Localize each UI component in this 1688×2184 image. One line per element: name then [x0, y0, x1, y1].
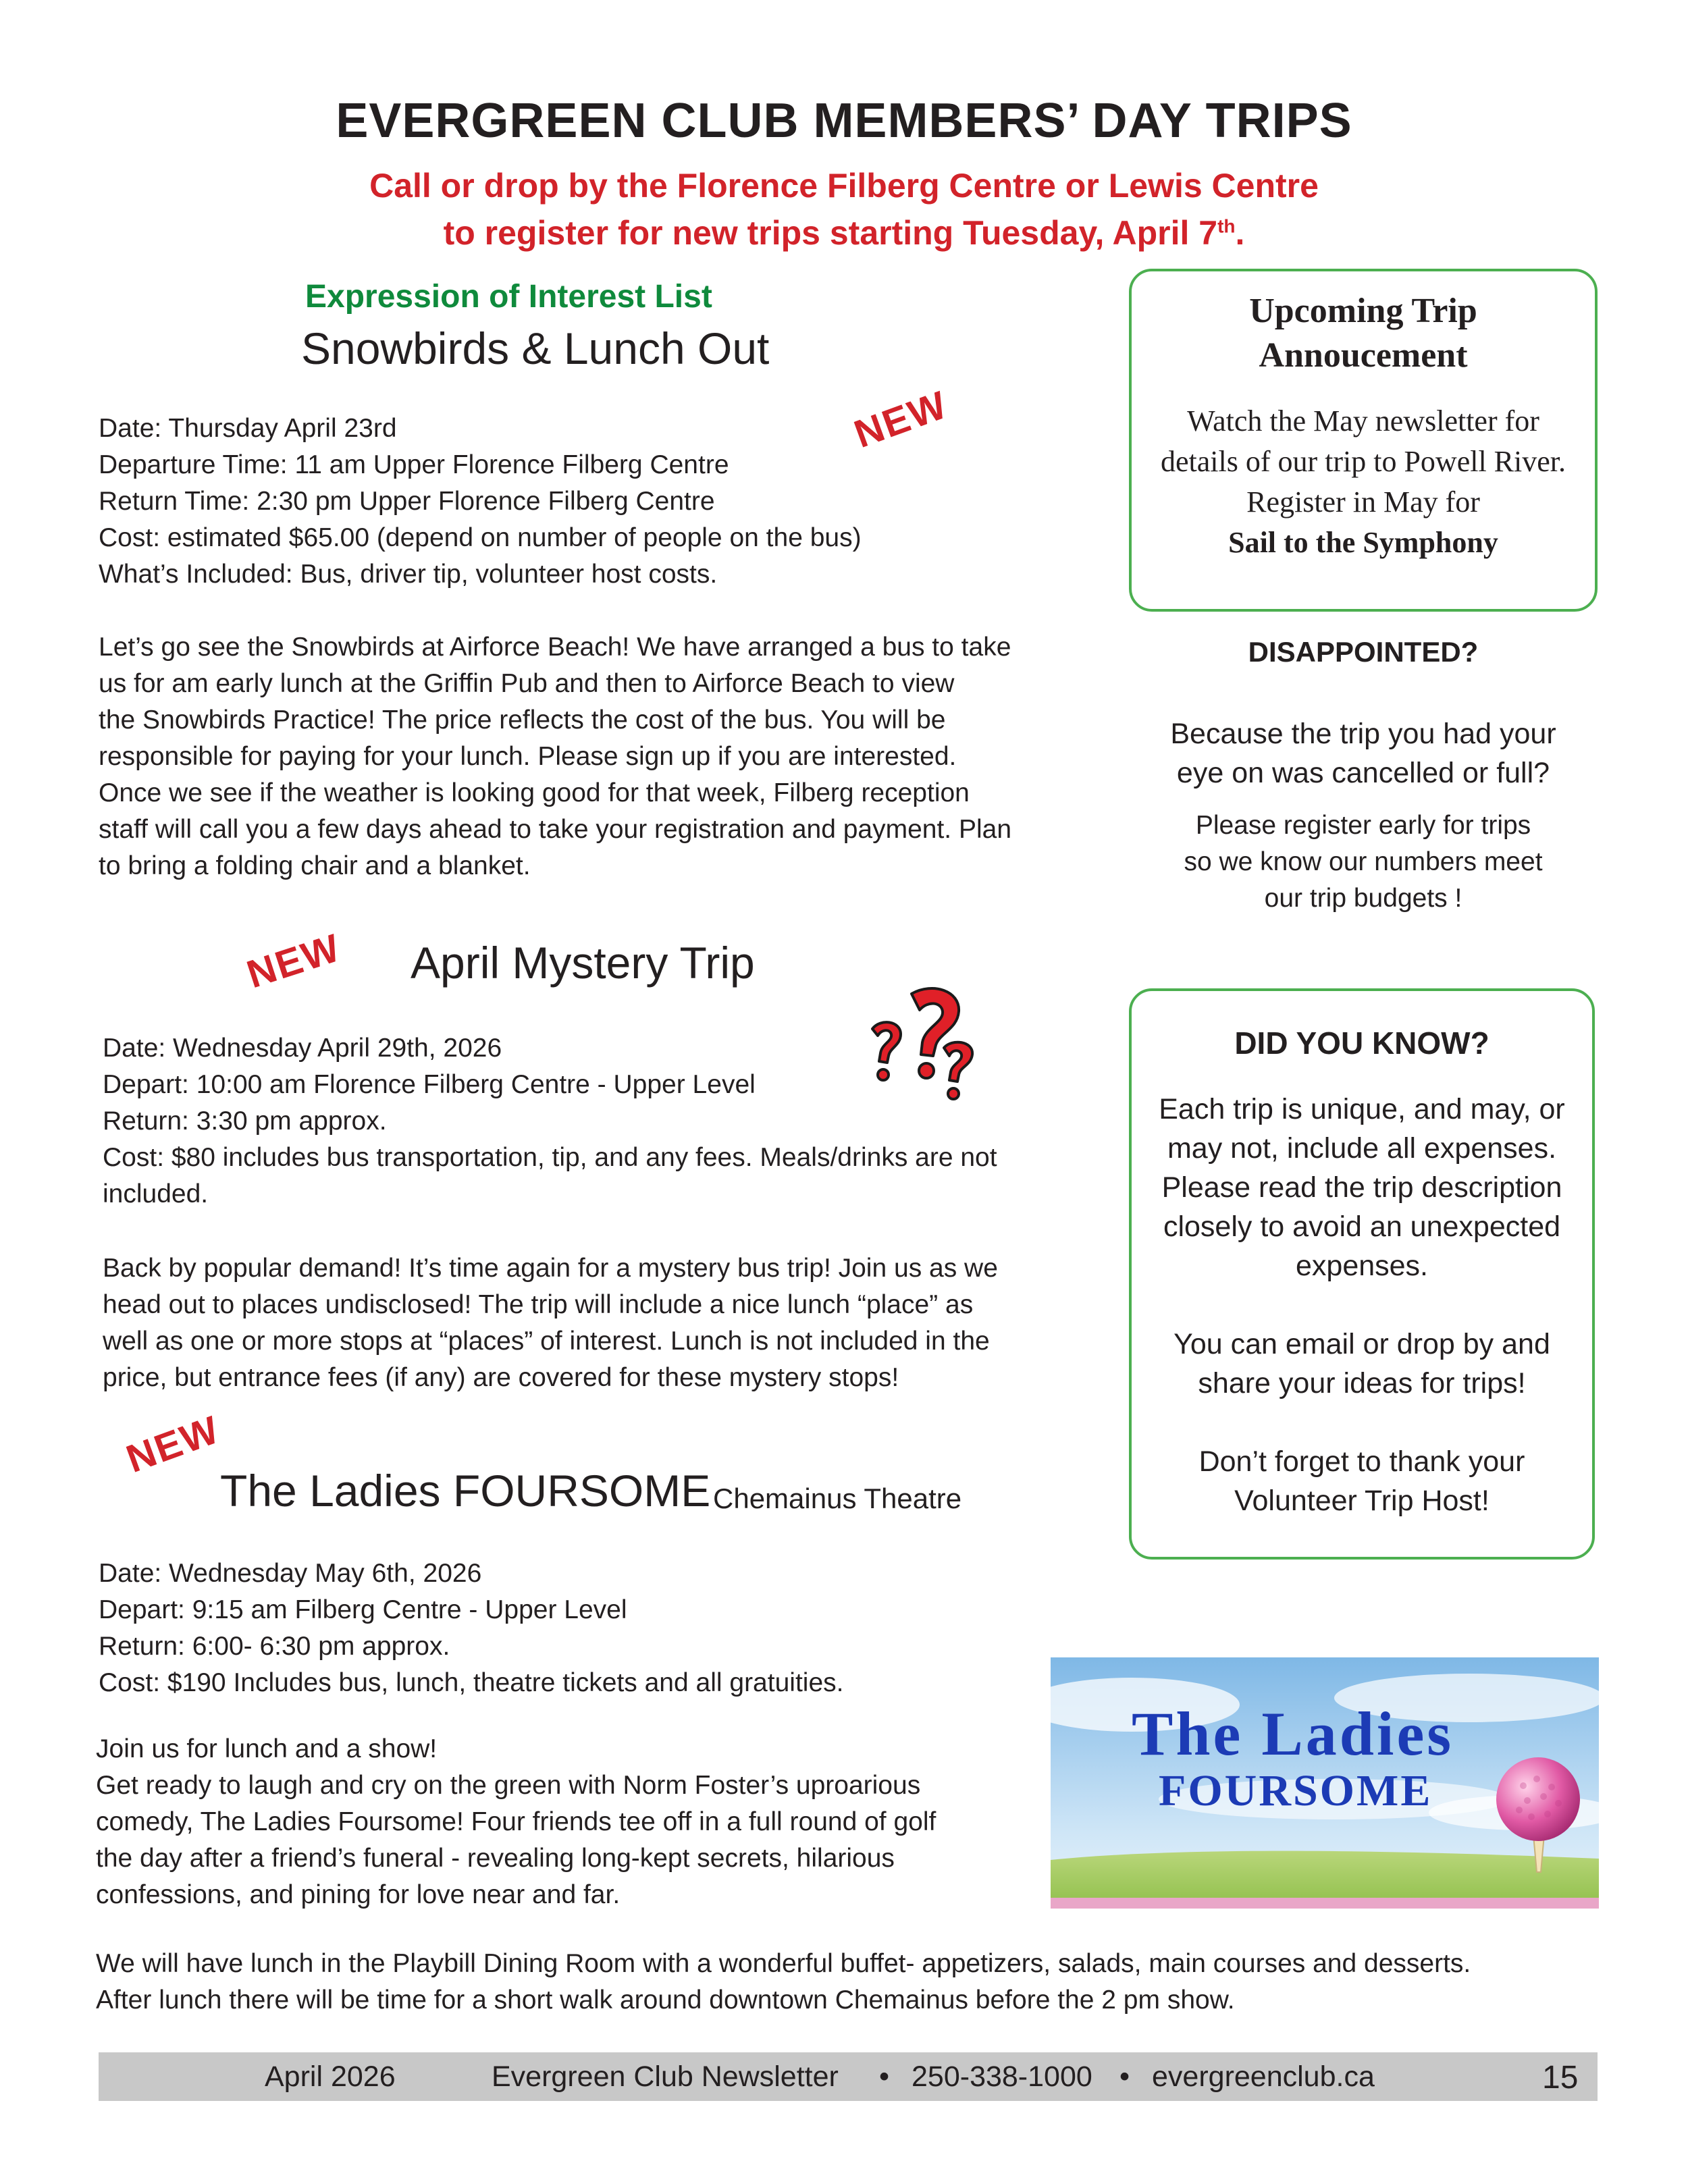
description-line: Let’s go see the Snowbirds at Airforce Beach! We have arranged a bus to take	[99, 633, 1011, 662]
description-line: price, but entrance fees (if any) are covered for these mystery stops!	[103, 1363, 899, 1392]
footer-month: April 2026	[265, 2060, 396, 2093]
disappointed-small-line: Please register early for trips	[1195, 811, 1531, 840]
ladies-depart: Depart: 9:15 am Filberg Centre - Upper Level	[99, 1595, 627, 1624]
ladies-venue: Chemainus Theatre	[713, 1483, 962, 1514]
upcoming-title-line1: Upcoming Trip	[1249, 292, 1477, 330]
expression-of-interest-label: Expression of Interest List	[305, 279, 712, 315]
description-line: responsible for paying for your lunch. Please sign up if you are interested.	[99, 742, 957, 771]
did-you-know-line: You can email or drop by and	[1173, 1328, 1550, 1360]
did-you-know-line: Please read the trip description	[1161, 1171, 1562, 1204]
ladies-date: Date: Wednesday May 6th, 2026	[99, 1559, 482, 1588]
mystery-description	[103, 1250, 1082, 1396]
footer-page-number: 15	[1542, 2060, 1579, 2096]
ladies-lunch-note	[96, 1946, 1471, 2019]
ladies-foursome-banner	[1051, 1657, 1599, 1909]
description-line: Get ready to laugh and cry on the green with Norm Foster’s uproarious	[96, 1771, 921, 1800]
description-line: staff will call you a few days ahead to take your registration and payment. Plan	[99, 815, 1012, 844]
mystery-details	[103, 1030, 997, 1213]
upcoming-trip-box	[1129, 269, 1598, 612]
disappointed-body	[1129, 714, 1598, 793]
footer-website[interactable]: evergreenclub.ca	[1152, 2060, 1375, 2093]
disappointed-small-line: our trip budgets !	[1264, 884, 1462, 913]
description-line: Back by popular demand! It’s time again for a mystery bus trip! Join us as we	[103, 1254, 998, 1283]
footer-bullet: •	[879, 2060, 890, 2093]
mystery-cost: Cost: $80 includes bus transportation, tip, and any fees. Meals/drinks are not	[103, 1143, 997, 1172]
mystery-trip-title: April Mystery Trip	[411, 938, 755, 988]
did-you-know-line: expenses.	[1295, 1250, 1429, 1282]
description-line: to bring a folding chair and a blanket.	[99, 851, 531, 880]
banner-title-line2: FOURSOME	[1159, 1766, 1433, 1815]
new-badge-mystery: NEW	[241, 925, 346, 997]
snowbirds-return: Return Time: 2:30 pm Upper Florence Filberg Centre	[99, 487, 715, 516]
footer-phone: 250-338-1000	[912, 2060, 1092, 2093]
banner-title-line1: The Ladies	[1132, 1699, 1454, 1768]
disappointed-small	[1129, 807, 1598, 917]
description-line: us for am early lunch at the Griffin Pub and then to Airforce Beach to view	[99, 669, 955, 698]
disappointed-small-line: so we know our numbers meet	[1184, 847, 1543, 876]
disappointed-heading: DISAPPOINTED?	[1248, 636, 1479, 668]
golf-ball-icon	[1496, 1757, 1580, 1841]
mystery-date: Date: Wednesday April 29th, 2026	[103, 1034, 502, 1063]
did-you-know-line: Volunteer Trip Host!	[1234, 1485, 1489, 1517]
did-you-know-line: closely to avoid an unexpected	[1163, 1210, 1561, 1243]
description-line: the day after a friend’s funeral - revealing long-kept secrets, hilarious	[96, 1844, 895, 1873]
did-you-know-heading: DID YOU KNOW?	[1234, 1026, 1489, 1061]
footer-bullet: •	[1119, 2060, 1130, 2093]
mystery-depart: Depart: 10:00 am Florence Filberg Centre - Upper Level	[103, 1070, 756, 1099]
ladies-details	[99, 1555, 843, 1701]
snowbirds-departure: Departure Time: 11 am Upper Florence Filberg Centre	[99, 450, 729, 479]
did-you-know-line: Don’t forget to thank your	[1198, 1445, 1525, 1478]
register-subtitle-line2	[0, 213, 1688, 252]
ladies-description	[96, 1731, 936, 1913]
ladies-foursome-title: The Ladies FOURSOME	[220, 1466, 711, 1516]
did-you-know-line: may not, include all expenses.	[1167, 1132, 1557, 1165]
did-you-know-box	[1129, 988, 1595, 1560]
upcoming-title-line2: Annoucement	[1259, 336, 1468, 375]
disappointed-line: eye on was cancelled or full?	[1176, 757, 1550, 789]
new-badge-ladies: NEW	[120, 1407, 226, 1482]
snowbirds-date: Date: Thursday April 23rd	[99, 414, 397, 443]
did-you-know-para3	[1132, 1442, 1592, 1520]
mystery-return: Return: 3:30 pm approx.	[103, 1107, 387, 1136]
ladies-return: Return: 6:00- 6:30 pm approx.	[99, 1632, 450, 1661]
lunch-note-line: After lunch there will be time for a short walk around downtown Chemainus before the 2 pm show.	[96, 1986, 1235, 2015]
did-you-know-line: share your ideas for trips!	[1198, 1367, 1526, 1400]
footer-newsletter-name: Evergreen Club Newsletter	[492, 2060, 839, 2093]
did-you-know-para1	[1132, 1090, 1592, 1285]
description-line: the Snowbirds Practice! The price reflects the cost of the bus. You will be	[99, 705, 946, 735]
description-line: comedy, The Ladies Foursome! Four friends tee off in a full round of golf	[96, 1807, 937, 1836]
upcoming-body-line2: details of our trip to Powell River.	[1160, 445, 1566, 478]
new-badge-snowbirds: NEW	[848, 382, 953, 457]
subtitle-superscript: th	[1217, 215, 1236, 237]
snowbirds-included: What’s Included: Bus, driver tip, volunteer host costs.	[99, 560, 718, 589]
did-you-know-line: Each trip is unique, and may, or	[1159, 1093, 1565, 1125]
snowbirds-description	[99, 629, 1078, 884]
subtitle-text: to register for new trips starting Tuesday, April 7	[443, 214, 1218, 252]
upcoming-body-line1: Watch the May newsletter for	[1187, 404, 1539, 437]
page-footer	[99, 2052, 1598, 2101]
ladies-cost: Cost: $190 Includes bus, lunch, theatre tickets and all gratuities.	[99, 1668, 844, 1697]
snowbirds-title: Snowbirds & Lunch Out	[301, 323, 770, 373]
description-line: Once we see if the weather is looking good for that week, Filberg reception	[99, 778, 970, 807]
subtitle-period: .	[1235, 214, 1245, 252]
upcoming-body-line3: Register in May for	[1246, 485, 1480, 518]
disappointed-line: Because the trip you had your	[1170, 718, 1556, 750]
page-title: EVERGREEN CLUB MEMBERS’ DAY TRIPS	[336, 94, 1352, 148]
mystery-cost-cont: included.	[103, 1179, 209, 1208]
register-subtitle-line1: Call or drop by the Florence Filberg Centre or Lewis Centre	[369, 167, 1319, 205]
did-you-know-para2	[1132, 1325, 1592, 1403]
snowbirds-details	[99, 410, 862, 593]
description-line: well as one or more stops at “places” of interest. Lunch is not included in the	[103, 1327, 990, 1356]
upcoming-body-bold: Sail to the Symphony	[1228, 526, 1498, 559]
snowbirds-cost: Cost: estimated $65.00 (depend on number of people on the bus)	[99, 523, 862, 552]
description-line: confessions, and pining for love near and far.	[96, 1880, 621, 1909]
description-line: head out to places undisclosed! The trip will include a nice lunch “place” as	[103, 1290, 974, 1319]
description-line: Join us for lunch and a show!	[96, 1734, 438, 1763]
lunch-note-line: We will have lunch in the Playbill Dining Room with a wonderful buffet- appetizers, salads, main courses and desserts.	[96, 1949, 1471, 1978]
